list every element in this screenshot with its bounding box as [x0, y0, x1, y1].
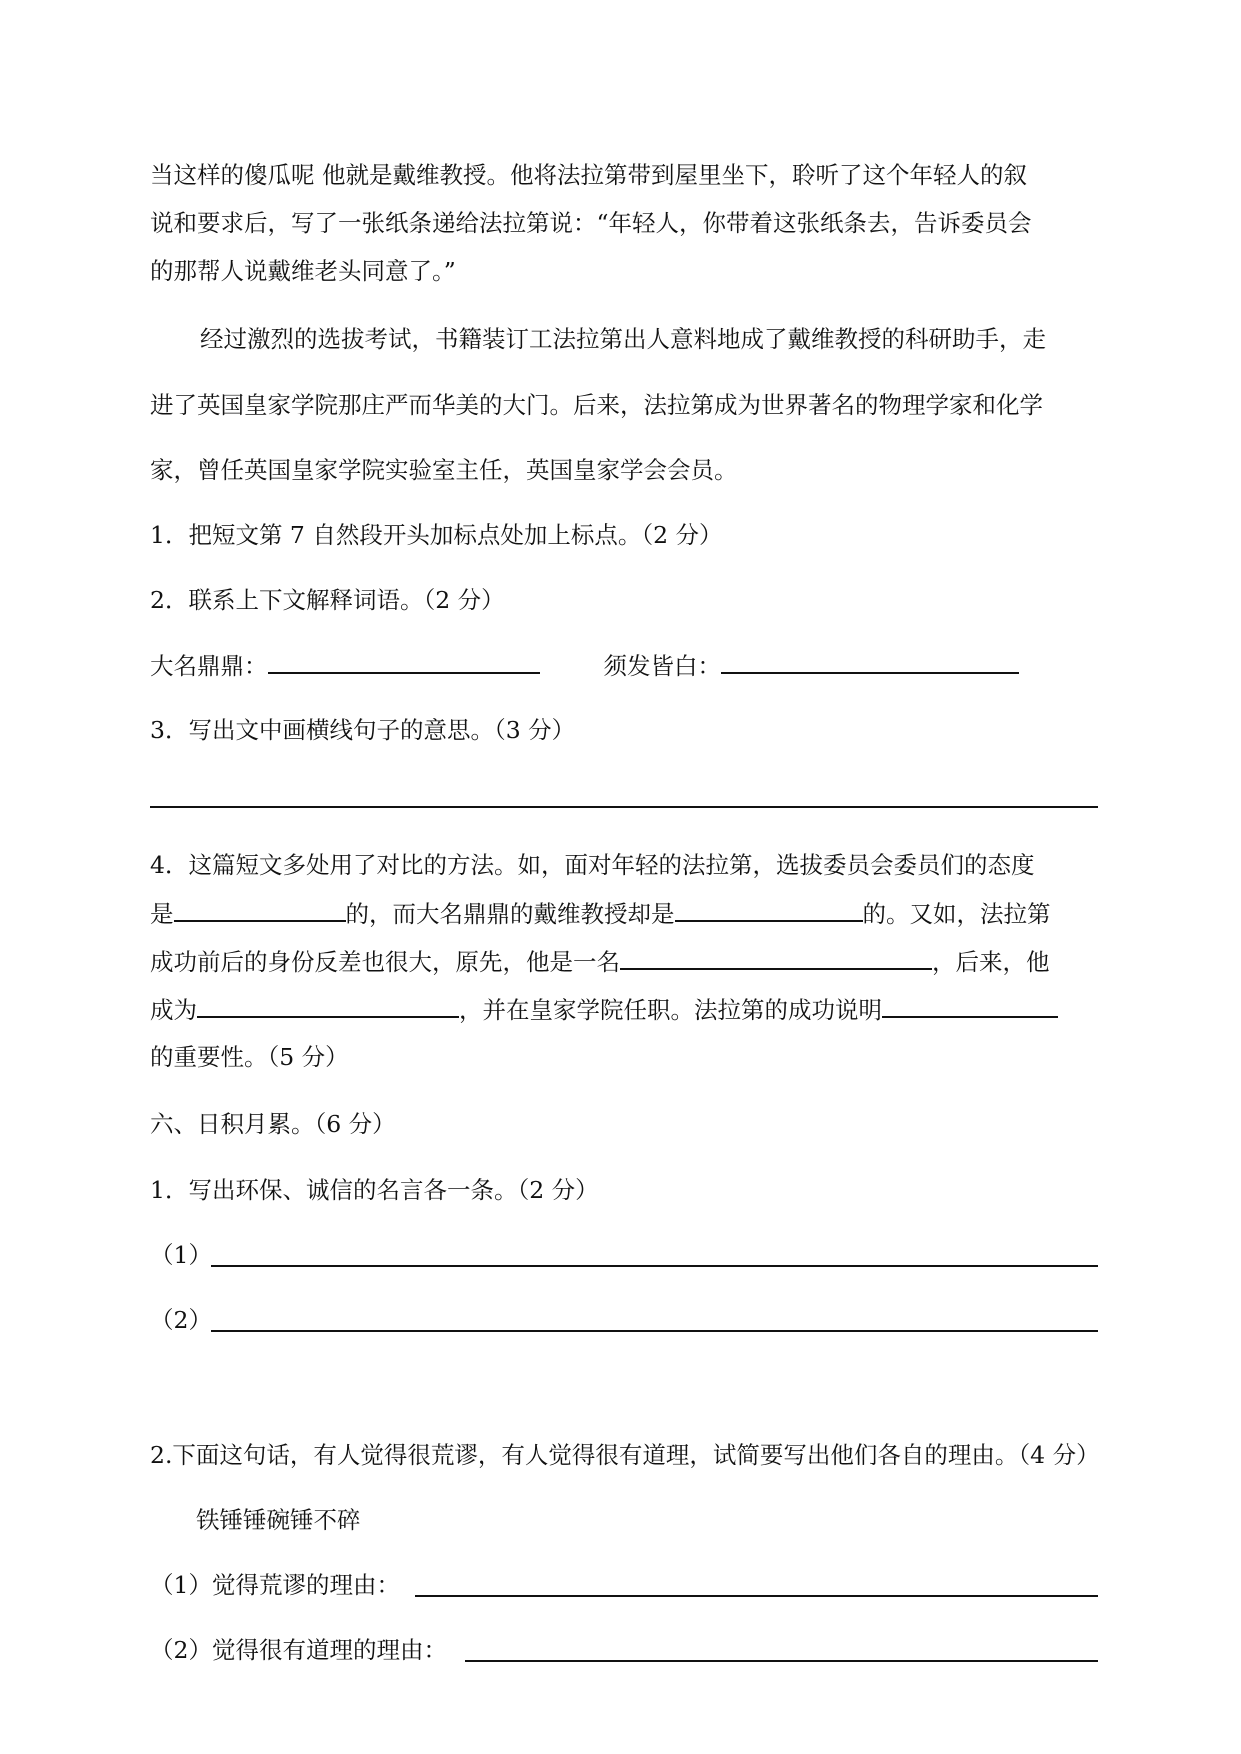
answer-line[interactable]	[211, 1330, 1098, 1332]
question-4-line: 成功前后的身份反差也很大，原先，他是一名 ，后来，他	[150, 948, 1050, 976]
quote-item-1: （1）	[150, 1241, 212, 1269]
question-4-line: 的重要性。（5 分）	[150, 1043, 349, 1071]
question-4-line: 成为 ，并在皇家学院任职。法拉第的成功说明	[150, 994, 1058, 1024]
passage-text: 的那帮人说戴维老头同意了。”	[150, 257, 456, 285]
passage-line	[150, 256, 456, 286]
question-1: 1．把短文第 7 自然段开头加标点处加上标点。（2 分）	[150, 521, 723, 549]
question-2-answers	[150, 650, 1019, 680]
question-3: 3．写出文中画横线句子的意思。（3 分）	[150, 716, 576, 744]
passage-text: 家，曾任英国皇家学院实验室主任，英国皇家学会会员。	[150, 456, 738, 484]
answer-blank[interactable]	[197, 994, 459, 1018]
answer-blank[interactable]	[268, 650, 540, 674]
section-6-title: 六、日积月累。（6 分）	[150, 1110, 396, 1138]
question-4: 4．这篇短文多处用了对比的方法。如，面对年轻的法拉第，选拔委员会委员们的态度	[150, 851, 1035, 879]
passage-line	[150, 160, 1027, 190]
reason-item-2: （2）觉得很有道理的理由：	[150, 1636, 447, 1664]
answer-blank[interactable]	[620, 946, 932, 970]
passage-line	[150, 455, 738, 485]
section-6-question-1: 1．写出环保、诚信的名言各一条。（2 分）	[150, 1176, 599, 1204]
passage-line	[150, 208, 1032, 238]
answer-line[interactable]	[465, 1660, 1098, 1662]
question-2: 2．联系上下文解释词语。（2 分）	[150, 586, 505, 614]
answer-line[interactable]	[415, 1595, 1098, 1597]
passage-line	[150, 390, 1043, 420]
answer-line[interactable]	[211, 1265, 1098, 1267]
quote-line: 铁锤锤碗锤不碎	[196, 1506, 361, 1534]
passage-text: 进了英国皇家学院那庄严而华美的大门。后来，法拉第成为世界著名的物理学家和化学	[150, 391, 1043, 419]
passage-text: 经过激烈的选拔考试，书籍装订工法拉第出人意料地成了戴维教授的科研助手，走	[200, 325, 1046, 353]
answer-blank[interactable]	[174, 898, 346, 922]
answer-blank[interactable]	[721, 650, 1019, 674]
passage-text: 说和要求后，写了一张纸条递给法拉第说：“年轻人，你带着这张纸条去，告诉委员会	[150, 209, 1032, 237]
answer-line[interactable]	[150, 806, 1098, 808]
reason-item-1: （1）觉得荒谬的理由：	[150, 1571, 400, 1599]
passage-text: 当这样的傻瓜呢 他就是戴维教授。他将法拉第带到屋里坐下，聆听了这个年轻人的叙	[150, 161, 1027, 189]
answer-blank[interactable]	[675, 898, 863, 922]
term-label: 须发皆白：	[603, 652, 721, 680]
quote-item-2: （2）	[150, 1306, 212, 1334]
question-4-line: 是 的，而大名鼎鼎的戴维教授却是 的。又如，法拉第	[150, 900, 1051, 928]
term-label: 大名鼎鼎：	[150, 652, 268, 680]
section-6-question-2: 2.下面这句话，有人觉得很荒谬，有人觉得很有道理，试简要写出他们各自的理由。（4 分）	[150, 1441, 1100, 1469]
answer-blank[interactable]	[882, 994, 1058, 1018]
passage-line	[150, 324, 1046, 354]
